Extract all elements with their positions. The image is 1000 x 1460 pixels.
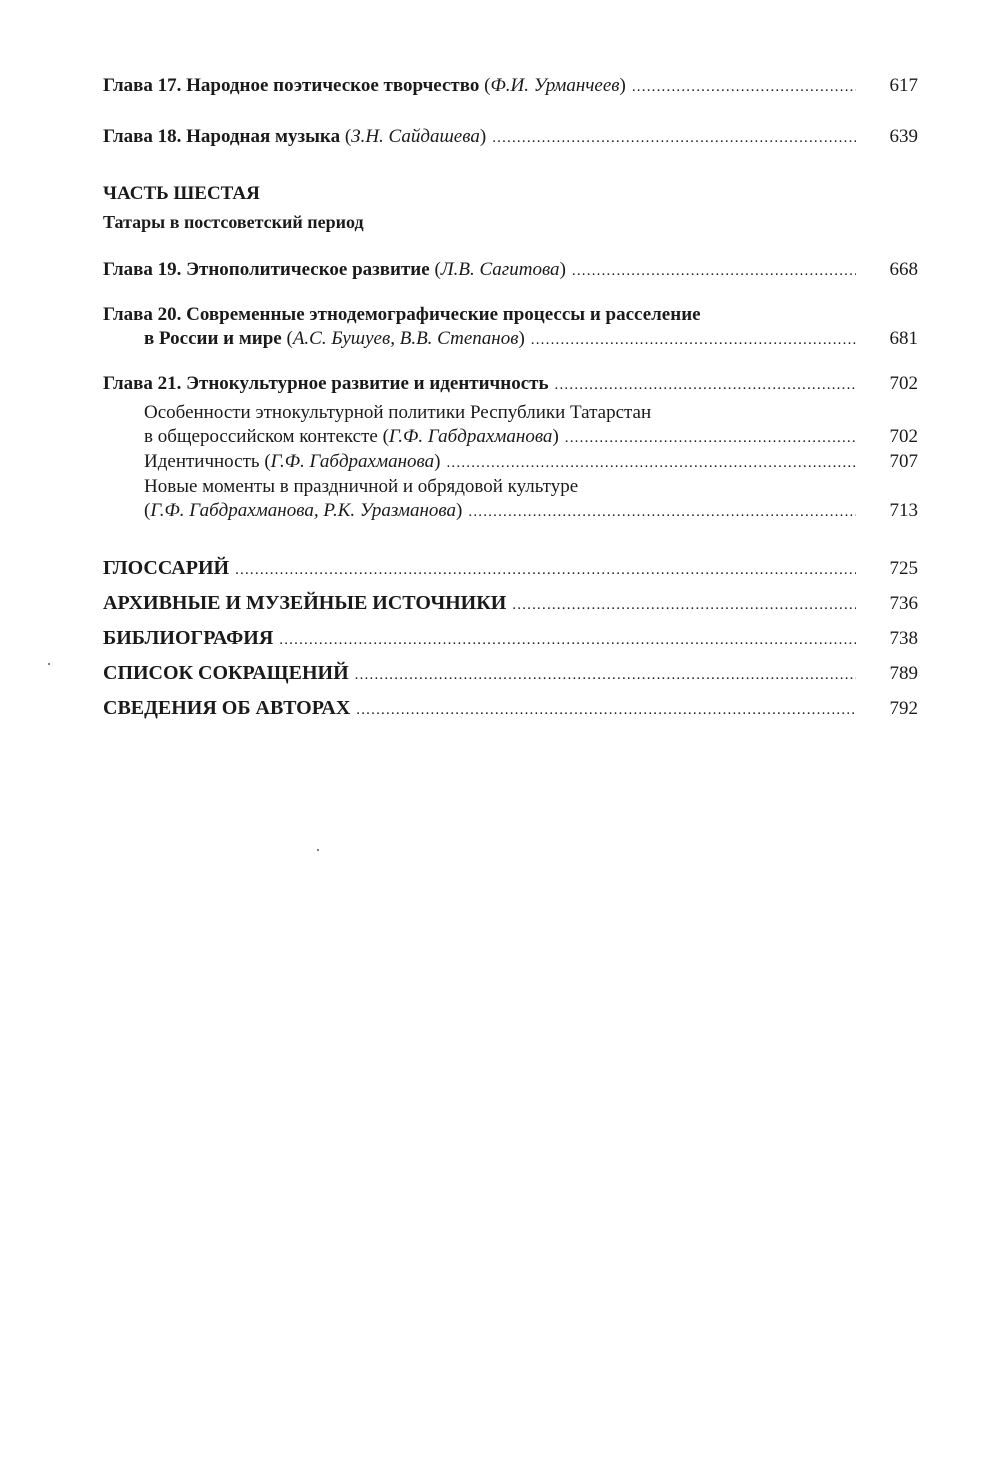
- leader-dots: [572, 259, 856, 283]
- leader-dots: [531, 328, 856, 352]
- leader-dots: [468, 500, 856, 524]
- toc-entry-chapter-21: [103, 372, 918, 524]
- part-heading: ЧАСТЬ ШЕСТАЯ: [103, 183, 260, 204]
- section-title: Идентичность: [144, 451, 260, 472]
- toc-entry-chapter-19: Глава 19. Этнополитическое развитие (Л.В. Сагитова) ..... 668: [103, 258, 918, 283]
- leader-dots: [235, 554, 856, 587]
- section-entry: Идентичность (Г.Ф. Габдрахманова) ..... 707: [144, 450, 918, 475]
- leader-dots: [632, 75, 856, 99]
- page-number: 789: [889, 663, 918, 684]
- entry-title: СПИСОК СОКРАЩЕНИЙ: [103, 662, 349, 684]
- toc-entry-chapter-18: Глава 18. Народная музыка (З.Н. Сайдашева) ..... 639: [103, 125, 918, 150]
- toc-entry-glossary: [103, 552, 918, 587]
- chapter-label: Глава 17.: [103, 75, 182, 96]
- toc-entry-abbreviations: [103, 657, 918, 692]
- section-list: [103, 401, 918, 524]
- section-title-line1: Новые моменты в праздничной и обрядовой культуре: [144, 476, 579, 497]
- chapter-title-line2: в России и мире: [144, 328, 282, 349]
- entry-title: ГЛОССАРИЙ: [103, 557, 230, 579]
- section-entry: в общероссийском контексте (Г.Ф. Габдрахманова) ..... 702: [144, 425, 918, 450]
- section-entry: (Г.Ф. Габдрахманова, Р.К. Уразманова) ..... 713: [144, 499, 918, 524]
- chapter-title: Народная музыка: [186, 126, 341, 147]
- page-number: 702: [889, 426, 918, 447]
- page-number: 725: [889, 558, 918, 579]
- leader-dots: [279, 624, 856, 657]
- chapter-author: З.Н. Сайдашева: [351, 126, 480, 147]
- toc-entry-authors: [103, 692, 918, 727]
- part-subtitle: Татары в постсоветский период: [103, 212, 364, 232]
- page-number: 668: [889, 259, 918, 280]
- leader-dots: [512, 589, 856, 622]
- chapter-label: Глава 19.: [103, 259, 182, 280]
- section-author: Г.Ф. Габдрахманова: [270, 451, 435, 472]
- chapter-title: Этнокультурное развитие и идентичность: [186, 373, 549, 394]
- chapter-label: Глава 21.: [103, 373, 182, 394]
- section-title-line2: в общероссийском контексте: [144, 426, 378, 447]
- page-number: 713: [889, 500, 918, 521]
- chapter-author: А.С. Бушуев, В.В. Степанов: [292, 328, 519, 349]
- page-number: 736: [889, 593, 918, 614]
- chapter-author: Л.В. Сагитова: [440, 259, 560, 280]
- section-title-line1: Особенности этнокультурной политики Республики Татарстан: [144, 402, 652, 423]
- chapter-author: Ф.И. Урманчеев: [490, 75, 620, 96]
- toc-entry-chapter-17: Глава 17. Народное поэтическое творчество (Ф.И. Урманчеев) ..... 617: [103, 74, 918, 99]
- entry-title: АРХИВНЫЕ И МУЗЕЙНЫЕ ИСТОЧНИКИ: [103, 592, 507, 614]
- page-number: 707: [889, 451, 918, 472]
- chapter-label: Глава 18.: [103, 126, 182, 147]
- page-number: 681: [889, 328, 918, 349]
- chapter-title: Этнополитическое развитие: [186, 259, 430, 280]
- leader-dots: [446, 451, 856, 475]
- section-author: Г.Ф. Габдрахманова, Р.К. Уразманова: [150, 500, 457, 521]
- scan-speck: [317, 849, 319, 851]
- page-number: 702: [889, 373, 918, 394]
- table-of-contents: [103, 74, 918, 727]
- toc-entry-chapter-20: Глава 20. Современные этнодемографические процессы и расселение в России и мире (А.С. Бушуев, В.В. Степанов) ..... 681: [103, 303, 918, 352]
- toc-entry-bibliography: [103, 622, 918, 657]
- leader-dots: [355, 659, 856, 692]
- chapter-title: Народное поэтическое творчество: [186, 75, 480, 96]
- leader-dots: [492, 126, 856, 150]
- chapter-label: Глава 20.: [103, 304, 182, 325]
- back-matter-list: [103, 552, 918, 727]
- section-author: Г.Ф. Габдрахманова: [388, 426, 553, 447]
- toc-entry-archives: [103, 587, 918, 622]
- leader-dots: [565, 426, 856, 450]
- page-number: 792: [889, 698, 918, 719]
- entry-title: СВЕДЕНИЯ ОБ АВТОРАХ: [103, 697, 351, 719]
- entry-title: БИБЛИОГРАФИЯ: [103, 627, 274, 649]
- page-number: 639: [889, 126, 918, 147]
- leader-dots: [356, 694, 856, 727]
- page-number: 617: [889, 75, 918, 96]
- chapter-title-line1: Современные этнодемографические процессы и расселение: [186, 304, 701, 325]
- scan-speck: [48, 663, 50, 665]
- leader-dots: [555, 373, 856, 397]
- page-number: 738: [889, 628, 918, 649]
